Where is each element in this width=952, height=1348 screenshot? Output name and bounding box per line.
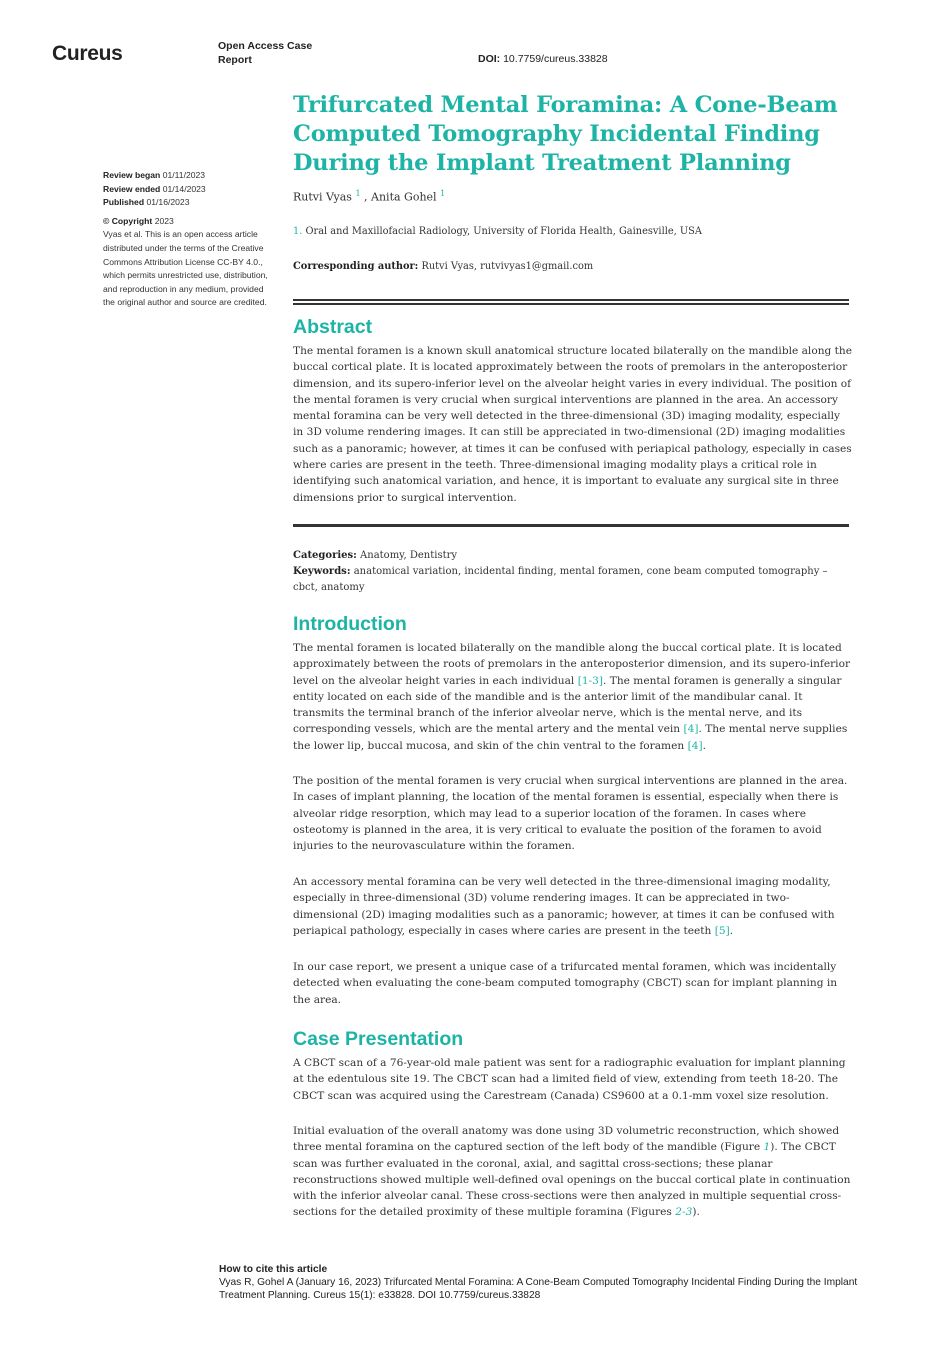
article-title: Trifurcated Mental Foramina: A Cone-Beam Computed Tomography Incidental Finding During the Implant Treatment Planning xyxy=(293,92,838,176)
published-date: Published 01/16/2023 xyxy=(103,197,190,208)
copyright: © Copyright 2023 xyxy=(103,215,174,226)
abstract-text: The mental foramen is a known skull anatomical structure located bilaterally on the mandible along the buccal cortical plate. It is located approximately between the roots of premolars in the anteroposterior dimension, and its supero-inferior level on the alveolar height varies in every individual. The position of the mental foramen is very crucial when surgical interventions are planned in the area. An accessory mental foramina can be very well detected in the three-dimensional (3D) imaging modality, especially in 3D volume rendering images. It can still be appreciated in two-dimensional (2D) imaging modalities such as a panoramic; however, at times it can be confused with periapical pathology, especially in cases where caries are present in the teeth. Three-dimensional imaging modality plays a critical role in identifying such anatomical variation, and hence, it is important to evaluate any surgical site in three dimensions prior to surgical intervention. xyxy=(293,345,853,504)
introduction-paragraph: The position of the mental foramen is very crucial when surgical interventions are planned in the area. In cases of implant planning, the location of the mental foramen is essential, especially when there is alveolar ridge resorption, which may lead to a superior location of the foramen. In cases where osteotomy is planned in the area, it is very critical to evaluate the position of the foramen to avoid injuries to the neurovasculature within the foramen. xyxy=(293,775,848,853)
introduction-heading: Introduction xyxy=(293,613,407,635)
case-paragraph: Initial evaluation of the overall anatomy was done using 3D volumetric reconstruction, which showed three mental foramina on the captured section of the left body of the mandible (Figure 1). The CBCT scan was further evaluated in the coronal, axial, and sagittal cross-sections; these planar reconstructions showed multiple well-defined oval openings on the buccal cortical plate in continuation with the inferior alveolar canal. These cross-sections were then analyzed in multiple sequential cross-sections for the detailed proximity of these multiple foramina (Figures 2-3). xyxy=(293,1125,851,1219)
divider-top xyxy=(293,299,849,301)
abstract-heading: Abstract xyxy=(293,316,373,338)
author-name[interactable]: Anita Gohel xyxy=(371,190,437,204)
how-to-cite xyxy=(219,1264,899,1302)
citation-link[interactable]: [4] xyxy=(683,723,699,736)
doi-value[interactable]: 10.7759/cureus.33828 xyxy=(503,53,608,65)
review-began: Review began 01/11/2023 xyxy=(103,170,206,180)
figure-link[interactable]: 2 xyxy=(675,1206,682,1219)
keywords: Keywords: anatomical variation, incidental finding, mental foramen, cone beam computed tomography – cbct, anatomy xyxy=(293,565,828,593)
divider-abstract xyxy=(293,524,849,527)
case-presentation-heading: Case Presentation xyxy=(293,1028,464,1050)
introduction-paragraph: An accessory mental foramina can be very well detected in the three-dimensional imaging modality, especially in three-dimensional (3D) volume rendering images. It can be appreciated in two-dimensional (2D) imaging modalities such as a panoramic; however, at times it can be confused with periapical pathology, especially in cases where caries are present in the teeth [5]. xyxy=(293,876,835,937)
article-type-label: Open Access Case Report xyxy=(218,40,313,66)
categories-keywords xyxy=(293,548,853,595)
categories: Categories: Anatomy, Dentistry xyxy=(293,550,458,561)
affiliation-marker[interactable]: 1 xyxy=(355,189,361,198)
review-ended: Review ended 01/14/2023 xyxy=(103,183,206,194)
figure-link[interactable]: 3 xyxy=(685,1206,693,1219)
license-text: Vyas et al. This is an open access article distributed under the terms of the Creative Commons Attribution License CC-BY 4.0., which permits unrestricted use, distribution, and reproduction in any medium, provided the original author and source are credited. xyxy=(103,229,268,308)
citation-link[interactable]: [4] xyxy=(687,739,703,752)
affiliation: 1. Oral and Maxillofacial Radiology, University of Florida Health, Gainesville, USA xyxy=(293,226,702,237)
review-sidebar xyxy=(103,169,275,310)
case-paragraph: A CBCT scan of a 76-year-old male patient was sent for a radiographic evaluation for implant planning at the edentulous site 19. The CBCT scan had a limited field of view, extending from teeth 18-20. The CBCT scan was acquired using the Carestream (Canada) CS9600 at a 0.1-mm voxel size resolution. xyxy=(293,1057,846,1102)
author-list: Rutvi Vyas $^1$ , Anita Gohel $^1$ xyxy=(293,189,446,204)
affiliation-marker[interactable]: 1 xyxy=(440,189,446,198)
cite-heading: How to cite this article xyxy=(219,1264,328,1275)
cureus-logo: Cureus xyxy=(52,42,123,65)
citation-link[interactable]: [5] xyxy=(714,924,730,937)
figure-link[interactable]: 1 xyxy=(763,1141,771,1154)
introduction-paragraph: In our case report, we present a unique case of a trifurcated mental foramen, which was incidentally detected when evaluating the cone-beam computed tomography (CBCT) scan for implant planning in the area. xyxy=(293,961,838,1006)
cite-text: Vyas R, Gohel A (January 16, 2023) Trifurcated Mental Foramina: A Cone-Beam Computed Tomography Incidental Finding During the Implant Treatment Planning. Cureus 15(1): e33828. DOI 10.7759/cureus.33828 xyxy=(219,1276,858,1301)
divider-top-second xyxy=(293,303,849,305)
author-name[interactable]: Rutvi Vyas xyxy=(293,190,352,204)
introduction-paragraph: The mental foramen is located bilaterally on the mandible along the buccal cortical plate. It is located approximately between the roots of premolars in the anteroposterior dimension, and its supero-inferior level on the alveolar height varies in each individual [1-3]. The mental foramen is generally a singular entity located on each side of the mandible and is the anterior limit of the mandibular canal. It transmits the terminal branch of the inferior alveolar nerve, which is the mental nerve, and its corresponding vessels, which are the mental artery and the mental vein [4]. The mental nerve supplies the lower lip, buccal mucosa, and skin of the chin ventral to the foramen [4]. xyxy=(293,642,851,752)
corresponding-author: Corresponding author: Rutvi Vyas, rutvivyas1@gmail.com xyxy=(293,261,594,272)
doi-label: DOI: xyxy=(478,53,501,65)
doi-line xyxy=(478,53,608,65)
citation-link[interactable]: [1-3] xyxy=(577,674,604,687)
